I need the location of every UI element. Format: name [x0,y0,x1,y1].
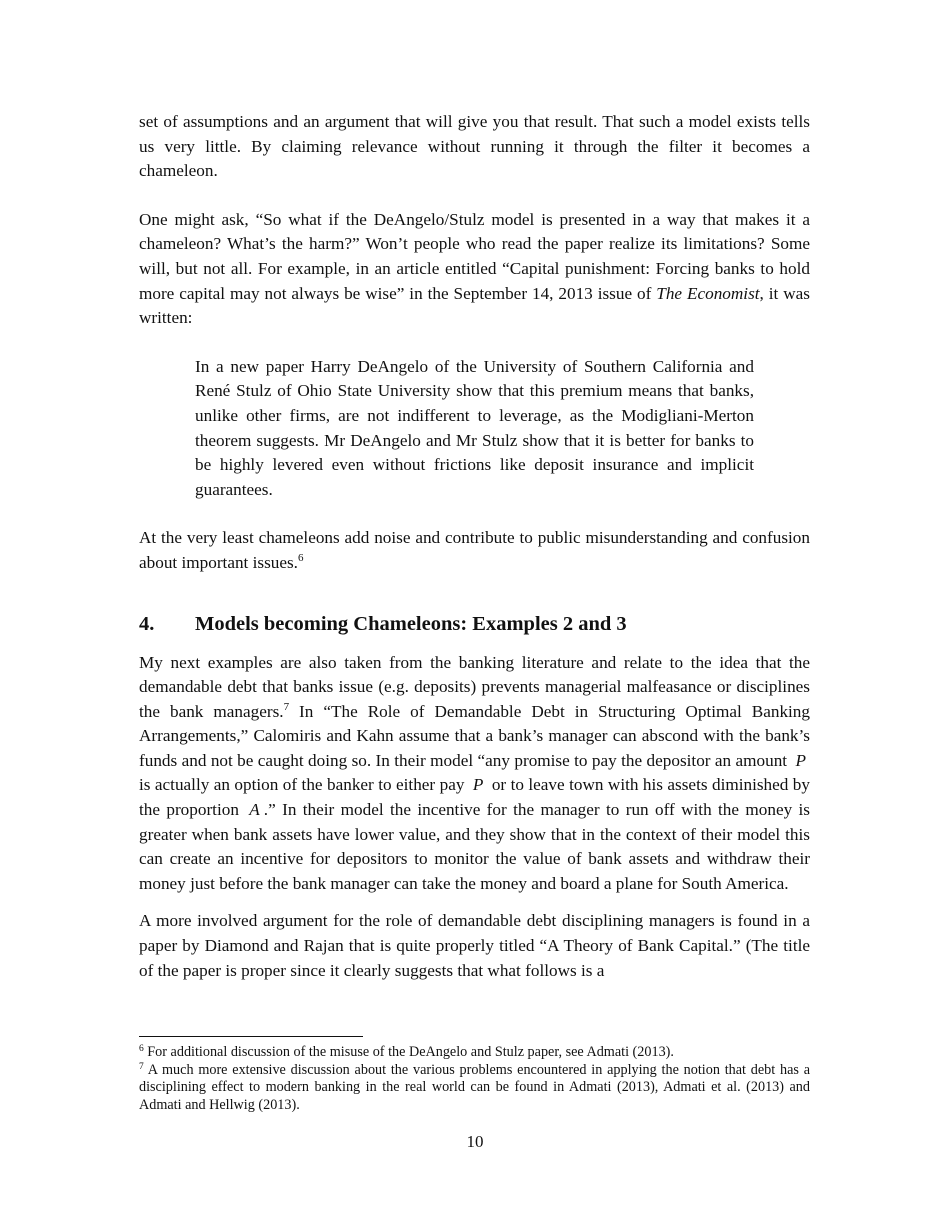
paragraph-5: A more involved argument for the role of demandable debt disciplining managers is found in a paper by Diamond and Rajan that is quite properly titled “A Theory of Bank Capital.” (The title of the paper is proper since it clearly suggests that what follows is a [139,911,810,980]
variable-p-2: P [472,775,484,795]
paragraph-4-part-d: or to leave town with his assets diminished by the proportion [139,775,810,820]
section-title: Models becoming Chameleons: Examples 2 and 3 [195,612,627,635]
footnotes [139,1044,810,1114]
footnote-divider [139,1036,363,1037]
footnote-6-text: For additional discussion of the misuse of the DeAngelo and Stulz paper, see Admati (2013). [143,1044,674,1060]
paragraph-4-part-c: is actually an option of the banker to either pay [139,775,469,795]
paragraph-2 [139,208,810,331]
paragraph-3-text: At the very least chameleons add noise and contribute to public misunderstanding and confusion about important issues. [139,528,810,572]
paragraph-3 [139,526,810,575]
paragraph-4 [139,651,810,897]
paragraph-2-text: One might ask, “So what if the DeAngelo/Stulz model is presented in a way that makes it a chameleon? What’s the harm?” Won’t people who read the paper realize its limitations? Some will, but not all. For example, in an article entitled “Capital punishment: Forcing banks to hold more capital may not always be wise” in the September 14, 2013 issue of [139,209,810,303]
footnote-ref-7[interactable]: 7 [283,700,290,713]
footnote-ref-6[interactable]: 6 [297,551,304,564]
paragraph-4-part-a: My next examples are also taken from the banking literature and relate to the idea that the demandable debt that banks issue (e.g. deposits) prevents managerial malfeasance or disciplines the bank managers. [139,652,810,721]
paragraph-2-end: , it was written: [139,283,810,328]
block-quote-text: In a new paper Harry DeAngelo of the University of Southern California and René Stulz of Ohio State University show that this premium means that banks, unlike other firms, are not indifferent to leverage, as the Modigliani-Merton theorem suggests. Mr DeAngelo and Mr Stulz show that it is better for banks to be highly levered even without frictions like deposit insurance and implicit guarantees. [195,356,754,499]
paragraph-1: set of assumptions and an argument that will give you that result. That such a model exists tells us very little. By claiming relevance without running it through the filter it becomes a chameleon. [139,112,810,181]
block-quote [195,355,754,503]
variable-p: P [795,750,806,770]
variable-a: A [249,800,260,820]
page-body [139,110,810,983]
footnote-mark-7: 7 [139,1061,144,1072]
section-heading [139,610,810,638]
publication-title: The Economist [656,283,760,303]
footnote-7 [139,1062,810,1115]
footnote-mark-6: 6 [139,1044,144,1054]
page-number: 10 [466,1132,484,1151]
paragraph-4-part-e: .” In their model the incentive for the manager to run off with the money is greater when bank assets have lower value, and they show that in the context of their model this can create an incentive for depositors to monitor the value of bank assets and withdraw their money just before the bank manager can take the money and board a plane for South America. [139,800,810,893]
footnote-7-text: A much more extensive discussion about the various problems encountered in applying the notion that debt has a disciplining effect to modern banking in the real world can be found in Admati (2013), Admati et al. (2013) and Admati and Hellwig (2013). [139,1061,810,1113]
footnote-6 [139,1044,810,1062]
paragraph-4-part-b: In “The Role of Demandable Debt in Structuring Optimal Banking Arrangements,” Calomiris and Kahn assume that a bank’s manager can abscond with the bank’s funds and not be caught doing so. In their model “any promise to pay the depositor an amount [139,701,810,770]
section-number: 4. [139,612,155,635]
